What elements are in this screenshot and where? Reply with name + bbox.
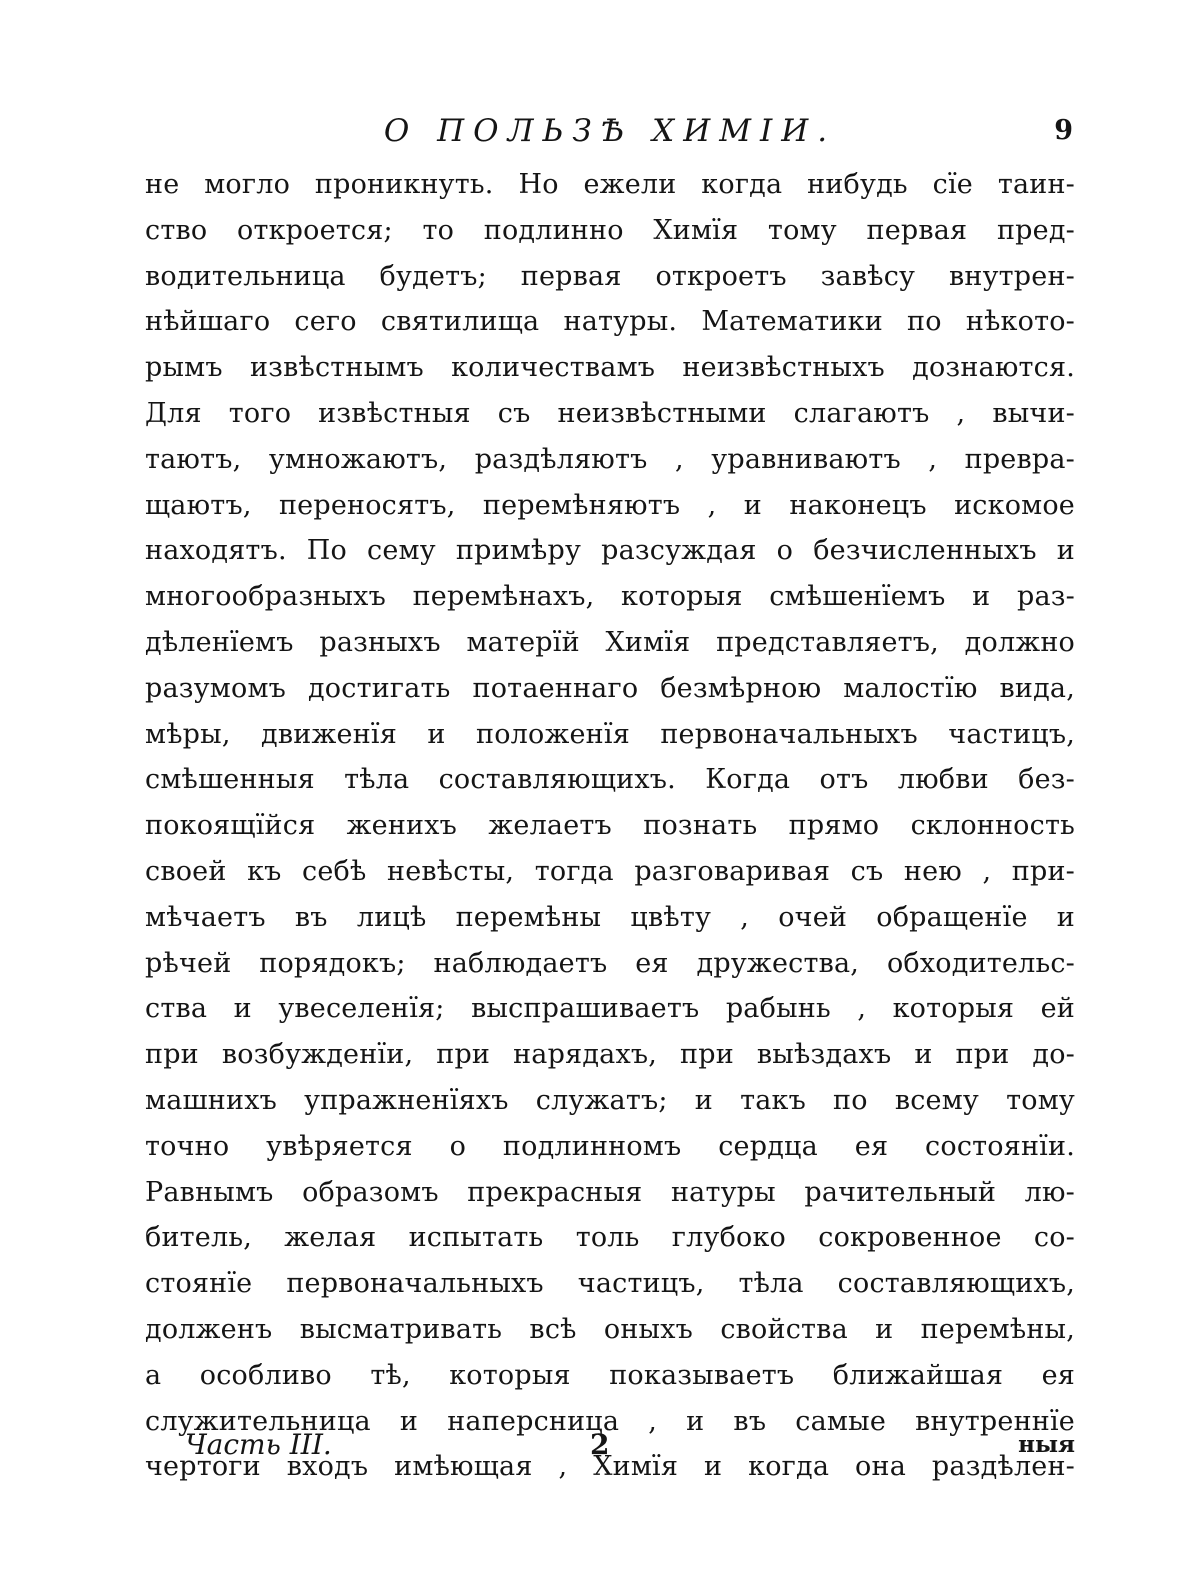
text-line: а особливо тѣ, которыя показываетъ ближайшая ея	[145, 1359, 1075, 1391]
volume-signature: Часть III.	[185, 1428, 332, 1461]
running-title: О ПОЛЬЗѢ ХИМІИ.	[383, 113, 837, 149]
text-line: не могло проникнуть. Но ежели когда нибудь сїе таин-	[145, 169, 1075, 200]
text-line: своей къ себѣ невѣсты, тогда разговаривая съ нею , при-	[145, 855, 1075, 887]
text-line: покоящїйся женихъ желаетъ познать прямо склонность	[145, 810, 1075, 842]
text-line: дѣленїемъ разныхъ матерїй Химїя представляетъ, должно	[145, 626, 1075, 658]
text-line: многообразныхъ перемѣнахъ, которыя смѣшенїемъ и раз-	[145, 581, 1075, 613]
text-line: ства и увеселенїя; выспрашиваетъ рабынь , которыя ей	[145, 993, 1075, 1025]
text-line: долженъ высматривать всѣ оныхъ свойства и перемѣны,	[145, 1313, 1075, 1345]
page-footer	[185, 1422, 1075, 1468]
text-line: разумомъ достигать потаеннаго безмѣрною малостїю вида,	[145, 672, 1075, 704]
sheet-number: 2	[590, 1428, 610, 1461]
text-line: машнихъ упражненїяхъ служатъ; и такъ по всему тому	[145, 1084, 1075, 1116]
text-line: Равнымъ образомъ прекрасныя натуры рачительный лю-	[145, 1176, 1075, 1208]
text-line: нѣйшаго сего святилища натуры. Математики по нѣкото-	[145, 306, 1075, 338]
text-line: мѣчаетъ въ лицѣ перемѣны цвѣту , очей обращенїе и	[145, 901, 1075, 933]
body-text	[145, 162, 1075, 1490]
text-line: чертоги входъ имѣющая , Химїя и когда она раздѣлен-	[145, 1451, 1075, 1483]
text-line: точно увѣряется о подлинномъ сердца ея состоянїи.	[145, 1130, 1075, 1162]
text-line: таютъ, умножаютъ, раздѣляютъ , уравниваютъ , превра-	[145, 443, 1075, 475]
text-line: стоянїе первоначальныхъ частицъ, тѣла составляющихъ,	[145, 1268, 1075, 1300]
text-line: битель, желая испытать толь глубоко сокровенное со-	[145, 1222, 1075, 1254]
text-line: служительница и наперсница , и въ самые внутреннїе	[145, 1405, 1075, 1437]
text-line: Для того извѣстныя съ неизвѣстными слагаютъ , вычи-	[145, 397, 1075, 429]
catchword: ныя	[1018, 1431, 1075, 1458]
text-line: рѣчей порядокъ; наблюдаетъ ея дружества, обходительс-	[145, 947, 1075, 979]
page-number: 9	[1054, 115, 1073, 146]
text-line: рымъ извѣстнымъ количествамъ неизвѣстныхъ дознаются.	[145, 352, 1075, 384]
text-line: находятъ. По сему примѣру разсуждая о безчисленныхъ и	[145, 535, 1075, 567]
text-line: ство откроется; то подлинно Химїя тому первая пред-	[145, 214, 1075, 246]
text-line: водительница будетъ; первая откроетъ завѣсу внутрен-	[145, 260, 1075, 292]
text-line: щаютъ, переносятъ, перемѣняютъ , и наконецъ искомое	[145, 489, 1075, 521]
text-line: при возбужденїи, при нарядахъ, при выѣздахъ и при до-	[145, 1039, 1075, 1071]
running-head	[145, 108, 1075, 154]
text-line: мѣры, движенїя и положенїя первоначальныхъ частицъ,	[145, 718, 1075, 750]
text-line: смѣшенныя тѣла составляющихъ. Когда отъ любви без-	[145, 764, 1075, 796]
